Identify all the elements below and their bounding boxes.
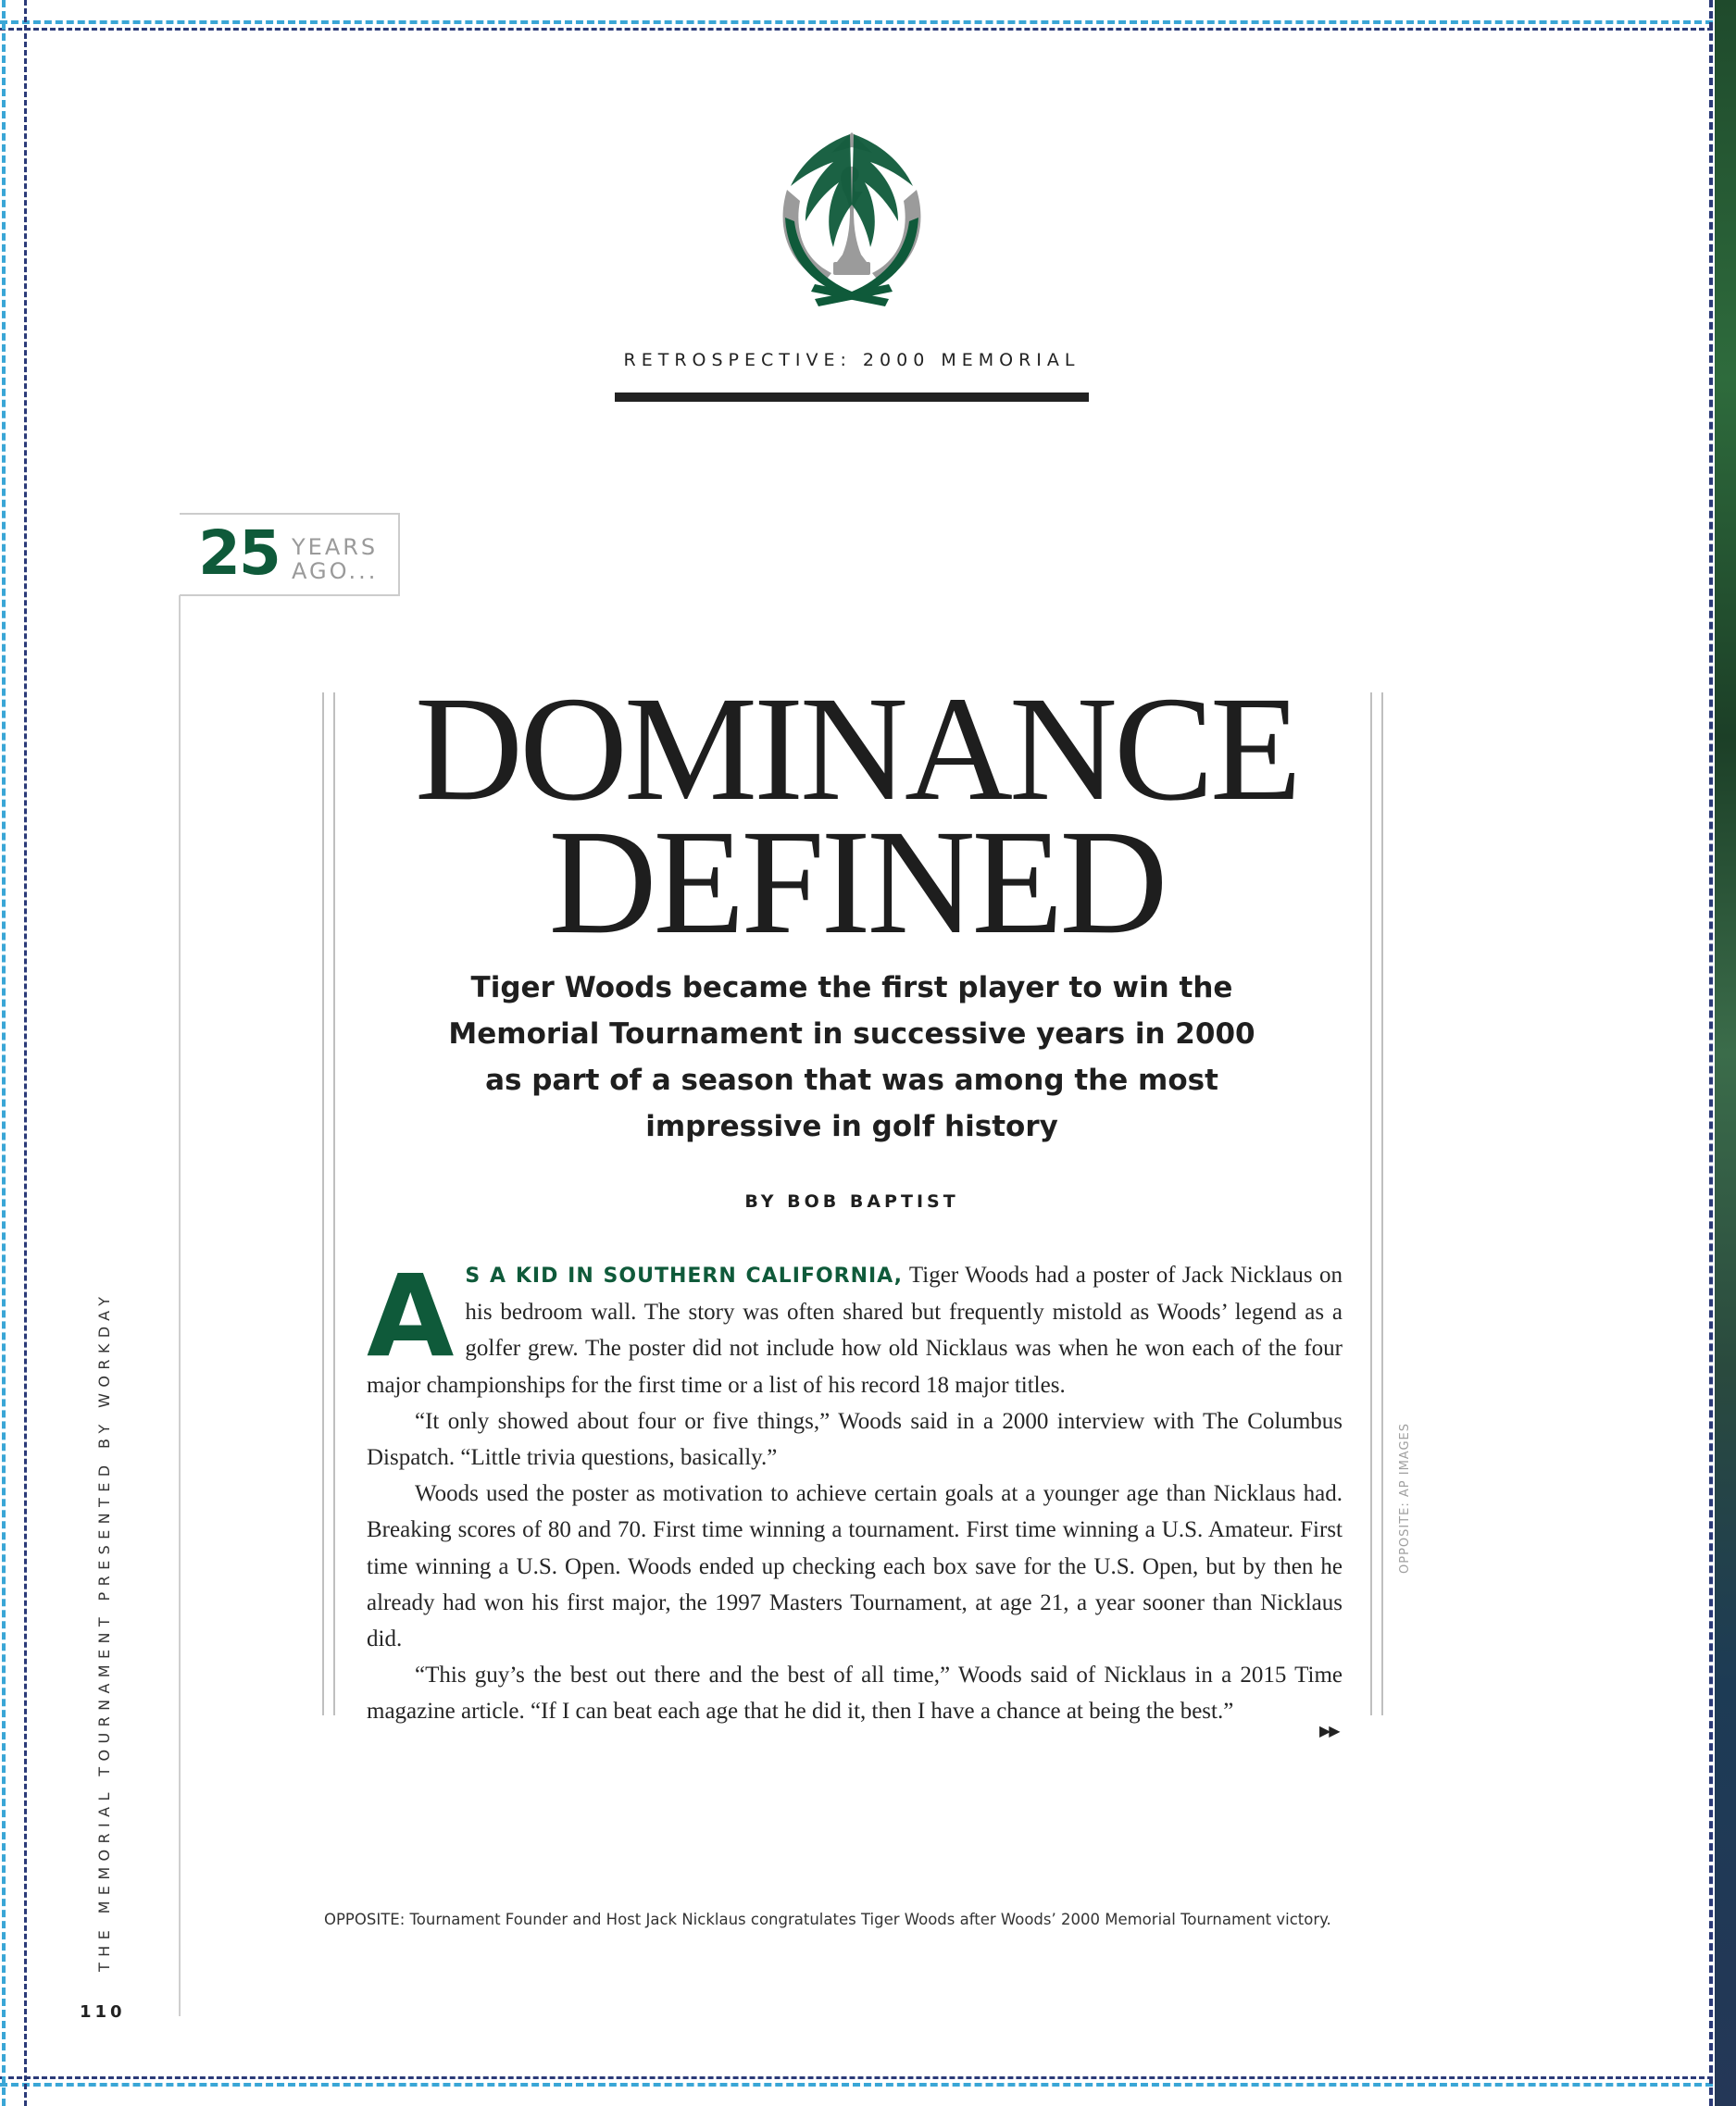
paragraph-4: “This guy’s the best out there and the best of all time,” Woods said of Nicklaus in a 2015 Time magazine article. “If I can beat each age that he did it, then I have a chance at being the best.”: [367, 1663, 1343, 1725]
trim-line-bottom: [0, 2083, 1713, 2087]
years-ago-number: 25: [198, 517, 280, 589]
years-ago-label-line1: YEARS: [292, 534, 379, 560]
paragraph-2: “It only showed about four or five things,” Woods said in a 2000 interview with The Columbus Dispatch. “Little trivia questions, basically.”: [367, 1408, 1343, 1471]
lead-in: S A KID IN SOUTHERN CALIFORNIA,: [465, 1265, 903, 1288]
headline-line2: DEFINED: [548, 800, 1165, 966]
trim-line-top: [0, 20, 1713, 24]
trim-line-left: [2, 0, 6, 2106]
paragraph-3: Woods used the poster as motivation to achieve certain goals at a younger age than Nicklaus had. Breaking scores of 80 and 70. First time winning a tournament. First time winning a U.S. Amateur. First time winning a U.S. Open. Woods ended up checking each box save for the U.S. Open, but by then he already had won his first major, the 1997 Masters Tournament, at age 21, a year sooner than Nicklaus did.: [367, 1481, 1343, 1652]
paragraph-1: [367, 1251, 1343, 1403]
years-ago-label-line2: AGO...: [292, 558, 379, 584]
frame-rule-right-outer: [1381, 692, 1383, 1715]
kicker-rule: [615, 393, 1089, 402]
frame-rule-left-inner: [333, 692, 335, 1715]
trim-line-right: [1709, 0, 1713, 2106]
trim-line-bottom-inner: [0, 2076, 1713, 2079]
photo-credit-text: OPPOSITE: AP IMAGES: [1398, 1422, 1412, 1574]
page-number: 110: [80, 2002, 126, 2022]
frame-rule-left-outer: [322, 692, 324, 1715]
spine-text-label: THE MEMORIAL TOURNAMENT PRESENTED BY WORKDAY: [95, 1290, 113, 1972]
frame-rule-right-inner: [1370, 692, 1372, 1715]
photo-caption: OPPOSITE: Tournament Founder and Host Jack Nicklaus congratulates Tiger Woods after Woods’ 2000 Memorial Tournament victory.: [324, 1911, 1331, 1928]
headline: [352, 667, 1361, 966]
left-column-rule: [179, 595, 181, 2016]
drop-cap: A: [367, 1251, 455, 1382]
laurel-wreath-trophy-emblem-icon: [759, 125, 944, 319]
article-body: [367, 1251, 1343, 1730]
deck-subheadline: Tiger Woods became the first player to win the Memorial Tournament in successive years in 2000 as part of a season that was among the most impressive in golf history: [448, 971, 1255, 1143]
opposite-photo-edge: [1715, 0, 1736, 2106]
byline: BY BOB BAPTIST: [744, 1191, 959, 1212]
trim-line-top-inner: [0, 28, 1713, 31]
headline-line1: DOMINANCE: [415, 667, 1298, 832]
trim-line-left-inner: [24, 0, 27, 2106]
paragraph-1-text: Tiger Woods had a poster of Jack Nicklaus on his bedroom wall. The story was often shared but frequently mistold as Woods’ legend as a golfer grew. The poster did not include how old Nicklaus was when he won each of the four major championships for the first time or a list of his record 18 major titles.: [367, 1263, 1343, 1398]
years-ago-label: [292, 535, 403, 583]
continue-marker: ▶▶: [1319, 1722, 1339, 1739]
section-kicker: RETROSPECTIVE: 2000 MEMORIAL: [623, 350, 1080, 370]
